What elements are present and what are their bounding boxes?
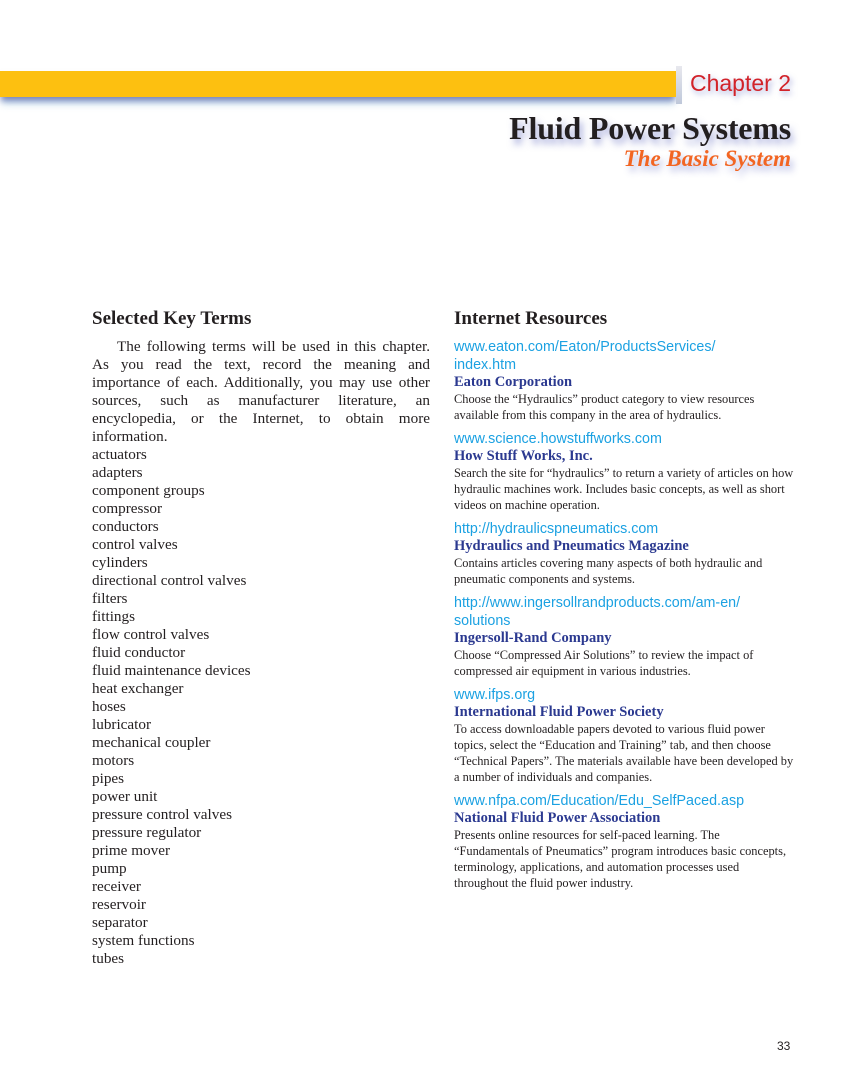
- key-term: reservoir: [92, 896, 146, 913]
- url-line: solutions: [454, 613, 511, 629]
- resource-name: Eaton Corporation: [454, 374, 573, 390]
- resource-name: Hydraulics and Pneumatics Magazine: [454, 538, 689, 554]
- key-term: component groups: [92, 482, 205, 499]
- resource-nfpa: [454, 792, 794, 891]
- chapter-subtitle: The Basic System: [623, 146, 791, 171]
- key-term: mechanical coupler: [92, 734, 211, 751]
- resource-description: Search the site for “hydraulics” to return a variety of articles on how hydraulic machines work. Includes basic concepts, as well as short videos on machine operation.: [454, 466, 794, 512]
- key-term: hoses: [92, 698, 126, 715]
- resource-url-link[interactable]: http://hydraulicspneumatics.com: [454, 521, 659, 537]
- banner-cap: [676, 66, 682, 104]
- banner-bar: [0, 71, 676, 97]
- resource-howstuffworks: [454, 430, 794, 513]
- resource-description: Contains articles covering many aspects of both hydraulic and pneumatic components and systems.: [454, 556, 763, 586]
- chapter-banner: [0, 66, 849, 110]
- key-term: pressure regulator: [92, 824, 202, 841]
- resource-ingersoll-rand: [454, 594, 794, 679]
- key-term: actuators: [92, 446, 147, 463]
- resource-description: To access downloadable papers devoted to various fluid power topics, select the “Education and Training” tab, and then choose “Technical Papers”. The materials available have been developed by a number of individuals and companies.: [454, 722, 794, 784]
- key-terms-section: [92, 306, 430, 968]
- key-term: directional control valves: [92, 572, 247, 589]
- resource-url-link[interactable]: [454, 338, 794, 374]
- key-term: lubricator: [92, 716, 152, 733]
- resource-description: Presents online resources for self-paced learning. The “Fundamentals of Pneumatics” program introduces basic concepts, terminology, applications, and automation processes used throughout the fluid power industry.: [454, 828, 787, 890]
- key-term: pipes: [92, 770, 125, 787]
- chapter-title: Fluid Power Systems: [509, 110, 791, 146]
- resource-url-link[interactable]: www.ifps.org: [454, 687, 536, 703]
- key-term: flow control valves: [92, 626, 210, 643]
- resource-name: International Fluid Power Society: [454, 704, 664, 720]
- resource-name: Ingersoll-Rand Company: [454, 630, 612, 646]
- resource-description: Choose “Compressed Air Solutions” to review the impact of compressed air equipment in various industries.: [454, 648, 754, 678]
- key-term: separator: [92, 914, 148, 931]
- key-term: tubes: [92, 950, 125, 967]
- key-term: prime mover: [92, 842, 171, 859]
- resource-name: How Stuff Works, Inc.: [454, 448, 593, 464]
- internet-resources-section: [454, 306, 794, 898]
- key-term: fluid conductor: [92, 644, 186, 661]
- key-terms-intro: The following terms will be used in this chapter. As you read the text, record the meaning and importance of each. Additionally, you may use other sources, such as manufacturer literature, an encyclopedia, or the Internet, to obtain more information.: [92, 338, 430, 445]
- key-term: pressure control valves: [92, 806, 233, 823]
- url-line: http://www.ingersollrandproducts.com/am-en/: [454, 595, 741, 611]
- page-number: 33: [777, 1039, 791, 1053]
- key-term: conductors: [92, 518, 159, 535]
- resource-description: Choose the “Hydraulics” product category to view resources available from this company in the area of hydraulics.: [454, 392, 755, 422]
- resource-eaton: [454, 338, 794, 423]
- resource-url-link[interactable]: [454, 594, 794, 630]
- key-term: power unit: [92, 788, 158, 805]
- resource-hydraulics-pneumatics: [454, 520, 794, 587]
- resource-ifps: [454, 686, 794, 785]
- key-term: adapters: [92, 464, 143, 481]
- key-term: cylinders: [92, 554, 148, 571]
- key-term: receiver: [92, 878, 141, 895]
- key-term: pump: [92, 860, 127, 877]
- internet-resources-heading: Internet Resources: [454, 308, 608, 329]
- chapter-label: Chapter 2: [689, 70, 791, 96]
- key-term: fittings: [92, 608, 136, 625]
- key-terms-list: [92, 446, 430, 968]
- url-line: www.eaton.com/Eaton/ProductsServices/: [454, 339, 716, 355]
- resource-name: National Fluid Power Association: [454, 810, 661, 826]
- key-term: filters: [92, 590, 128, 607]
- resource-url-link[interactable]: www.nfpa.com/Education/Edu_SelfPaced.asp: [454, 793, 745, 809]
- key-term: control valves: [92, 536, 178, 553]
- key-terms-heading: Selected Key Terms: [92, 308, 252, 329]
- key-term: system functions: [92, 932, 195, 949]
- key-term: fluid maintenance devices: [92, 662, 251, 679]
- key-term: compressor: [92, 500, 163, 517]
- url-line: index.htm: [454, 357, 516, 373]
- key-term: motors: [92, 752, 135, 769]
- resource-url-link[interactable]: www.science.howstuffworks.com: [454, 431, 662, 447]
- key-term: heat exchanger: [92, 680, 184, 697]
